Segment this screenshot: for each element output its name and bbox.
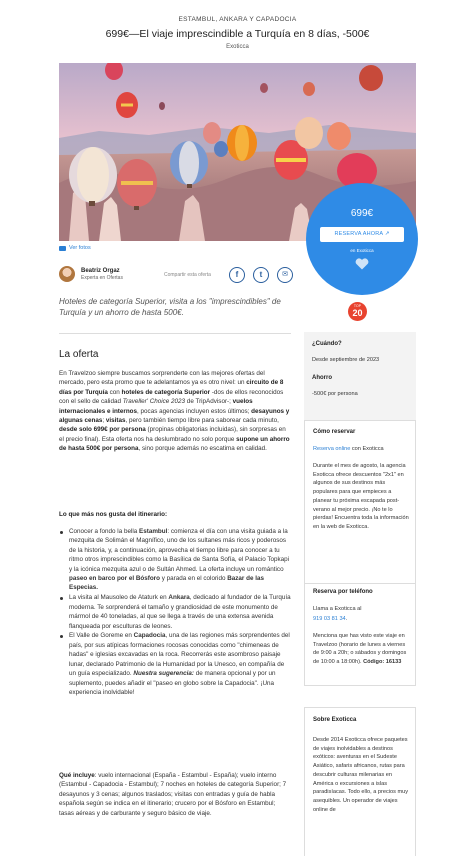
- price-value: 699€: [350, 208, 374, 219]
- promo-code: 16133: [385, 659, 402, 666]
- list-item: El Valle de Goreme en Capadocia, una de las regiones más sorprendentes del país, por sus atípicas formaciones rocosas conocidas como "chimeneas de hadas" e iglesias excavadas en la roca. Recorrerás este asombroso paisaje lunar, declarado Patrimonio de la Humanidad por la Unesco, en compañía de un guía especializado. Nuestra sugerencia: de manera opcional y por un suplemento, puedes añadir el "paseo en globo sobre la Capadocia". ¡Una experiencia inolvidable!: [59, 631, 291, 697]
- view-photos-link[interactable]: [59, 245, 91, 251]
- deal-title: 699€—El viaje imprescindible a Turquía en 8 días, -500€: [105, 28, 370, 40]
- twitter-share-button[interactable]: [253, 267, 269, 283]
- destination-kicker: ESTAMBUL, ANKARA Y CAPADOCIA: [178, 16, 297, 23]
- book-online-link[interactable]: Reserva online: [313, 446, 351, 452]
- code-label: Código:: [363, 659, 385, 666]
- phone-text: Llama a Exoticca al: [313, 606, 362, 612]
- promo-text: Durante el mes de agosto, la agencia Exoticca ofrece descuentos "2x1" en algunos de sus destinos más populares para que empieces a planear tu próxima escapada post-verano al mejor precio. ¡No te lo pierdas! Encuentra toda la información en la web de Exoticca.: [313, 463, 409, 530]
- section-divider: [59, 333, 291, 334]
- reserve-now-button[interactable]: [320, 227, 404, 242]
- author-block: [59, 266, 123, 282]
- share-label: Compartir esta oferta: [164, 272, 211, 278]
- provider-caption: en Exoticca: [350, 248, 374, 253]
- phone-mention: Menciona que has visto este viaje en Travelzoo (horario de lunes a viernes de 9:00 a 20h; o sábados y domingos de 10:00 a 18:00h).: [313, 633, 407, 666]
- deal-summary: Hoteles de categoría Superior, visita a los "imprescindibles" de Turquía y un ahorro de hasta 500€.: [59, 297, 281, 317]
- oferta-paragraph: En Travelzoo siempre buscamos sorprenderte con las mejores ofertas del mercado, pero esta promo que te adelantamos ya es otro nivel: un circuito de 8 días por Turquía con hoteles de categoría Superior -dos de ellos reconocidos con el sello de calidad Traveller' Choice 2023 de TripAdvisor-; vuelos internacionales e internos, pocas agencias incluyen estos últimos; desayunos y algunas cenas; visitas, pero también tiempo libre para saborear cada minuto, desde solo 699€ por persona (propinas obligatorias incluidas), sin sorpresas en el precio final). Esta oferta nos ha deslumbrado no solo porque supone un ahorro de hasta 500€ por persona, sino porque además no escatima en calidad.: [59, 370, 290, 453]
- top20-number: 20: [352, 308, 363, 318]
- about-heading: Sobre Exoticca: [313, 717, 357, 723]
- book-online-line: [313, 445, 409, 454]
- highlights-heading: Lo que más nos gusta del itinerario:: [59, 511, 168, 518]
- savings-text: -500€ por persona: [312, 391, 358, 397]
- phone-period: .: [345, 616, 348, 622]
- how-to-book-box: [304, 420, 416, 666]
- twitter-icon: t: [259, 270, 263, 279]
- price-badge: [306, 183, 418, 295]
- view-photos-label: Ver fotos: [69, 245, 91, 251]
- top20-label: TOP: [353, 304, 362, 308]
- heart-icon[interactable]: [355, 258, 369, 270]
- reserve-now-label: RESERVA AHORA: [334, 231, 383, 237]
- phone-box-frame: [304, 584, 416, 686]
- email-share-button[interactable]: [277, 267, 293, 283]
- how-to-book-heading: Cómo reservar: [313, 429, 356, 435]
- camera-icon: [59, 246, 66, 251]
- external-link-icon: ↗: [384, 231, 390, 237]
- list-item: La visita al Mausoleo de Ataturk en Ankara, dedicado al fundador de la Turquía moderna. Te sorprenderá el tamaño y grandiosidad de este monumento de mármol de 40 toneladas, al que se llega a través de una extensa avenida flanqueada por esculturas de leones.: [59, 593, 291, 631]
- facebook-icon: f: [235, 270, 239, 279]
- phone-number-link[interactable]: 919 03 81 34: [313, 616, 346, 622]
- phone-heading: Reserva por teléfono: [313, 589, 373, 595]
- top20-badge: [348, 302, 367, 321]
- author-role: Experta en Ofertas: [81, 274, 123, 281]
- when-heading: ¿Cuándo?: [312, 341, 342, 347]
- avatar: [59, 266, 75, 282]
- email-icon: ✉: [282, 271, 288, 278]
- highlights-list: [59, 527, 291, 698]
- about-text: Desde 2014 Exoticca ofrece paquetes de viajes inolvidables a destinos exóticos: aventuras en el Sudeste Asiático, safaris africanos, rutas para descubrir culturas milenarias en América o excursiones a islas paradisíacas. Todo ello, a precios muy asequibles. Un operador de viajes online de: [313, 737, 409, 813]
- oferta-heading: La oferta: [59, 349, 99, 360]
- when-box: [304, 332, 416, 420]
- savings-heading: Ahorro: [312, 375, 332, 381]
- about-provider-box: [304, 707, 416, 856]
- facebook-share-button[interactable]: [229, 267, 245, 283]
- book-online-suffix: con Exoticca: [350, 446, 384, 452]
- author-name: Beatriz Orgaz: [81, 267, 120, 274]
- when-text: Desde septiembre de 2023: [312, 357, 380, 363]
- includes-paragraph: Qué incluye: vuelo internacional (España - Estambul - España); vuelo interno (Estambul - Capadocia - Estambul); 7 noches en hoteles de categoría Superior; 7 desayunos y 3 cenas; algunos traslados; visitas con entradas y guía de habla española según se indica en el itinerario; crucero por el Bósforo en Estambul; tasas aéreas y de carburante y seguro básico de viaje.: [59, 772, 287, 817]
- provider-name[interactable]: Exoticca: [226, 44, 249, 50]
- list-item: Conocer a fondo la bella Estambul: comienza el día con una visita guiada a la mezquita de Solimán el Magnífico, uno de los sultanes más ricos y poderosos de la historia, y, a continuación, aprovecha el tiempo libre para conocer a tu ritmo otros imprescindibles como la Basílica de Santa Sofía, el Palacio Topkapi y la icónica mezquita azul o de Sultán Ahmed. La oferta incluye un romántico paseo en barco por el Bósforo y parada en el colorido Bazar de las Especias.: [59, 527, 291, 593]
